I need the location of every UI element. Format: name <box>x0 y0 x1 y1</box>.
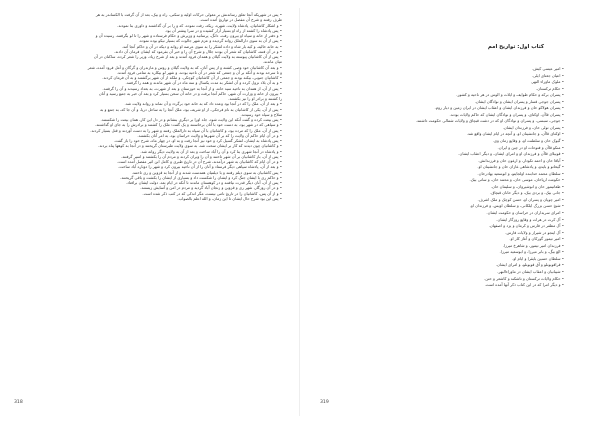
text-line: • و دیگر امرا که در این کتاب ذکر آنها آمده است. <box>484 282 564 288</box>
text-line: • شیبانیان و اعقاب ایشان در ماوراءالنهر. <box>497 268 564 274</box>
text-line: • امیر عیسی کیش. <box>532 66 564 71</box>
text-line: • حکومت ارپاخان، موسی خان، و محمد خان، و ساتی بیک. <box>469 177 564 183</box>
text-line: • پسران هولاکو خان و فرزندان ایشان و اعقاب ایشان در ایران زمین و دیار روم. <box>434 105 564 111</box>
text-line: • آل کرت در هرات و وقایع روزگار ایشان. <box>496 216 564 222</box>
text-line: • و از آن پس، کاشانیان را در تاریخ نامی نیست، مگر اندکی که در کتب ذکر شده است. <box>142 190 282 196</box>
text-line: • پس کاشانیان به سوی دیلم رفتند و با دیلمیان همدست شدند و از آنجا به قزوین و ری تاختند. <box>131 169 282 175</box>
chapter-heading: کتاب اول: تواریخ امم <box>487 44 544 50</box>
text-line: • پس از آن، یکی از کاشانیان به نام فرجکی، از او شریف بود، ملک آنجا را به ساحل دریا، و آن جا که، به جمع و به <box>100 106 282 112</box>
text-line: • گیوک خان و سلطنت او، و وقایع زمان وی. <box>492 138 564 144</box>
text-line: را کشتند و برادر او را نیز بکشتند. <box>228 96 282 101</box>
text-line: • حکام ولایات ترکستان و تاشکند و کاشغر و ختن. <box>484 275 564 281</box>
text-line: • به خانه خالیه، و کیه بار شاه و داده لشکر را به سوی عرصه او روانه و دیکه در آن و حاکم آنجا آمد. <box>121 43 282 49</box>
text-line: • پس پادشاه را کشته از راه او بسیار آزار کشیده و در سرا پیشتر آن بود. <box>164 27 282 33</box>
text-line: • و در آن روزگار، شهر ری و قزوین و زنجان آباد گردید و مردم در امن و آسایش زیستند. <box>140 185 282 191</box>
text-line: سلاح و سپاه خود رسیدند. <box>240 111 282 117</box>
right-page <box>300 0 600 424</box>
text-line: • و اشکار کاشانیان، پادشاه ولایت، شهره، ریکه، رفت نموده، که و را بر آن گذاشتند و داوری بنا نمودند. <box>117 22 282 28</box>
text-line: میان ماندند. <box>262 59 282 65</box>
text-line: • و دفتر از خانه و سپاه او بیرون رفت، دانگ، پرسانید و وزیرش و حکام فرستاده و شهر را تا لو بگرفتند، رسیده آن و <box>95 33 282 38</box>
text-line: • پس از آن کاشانیان پیوسته به ولایت گیلان و همدان فرود آمدند و بعد از شرح زیاد، وزیر را شعر کرده، ساکنان در آن <box>93 54 282 59</box>
text-line: • پس از آن به سوی دارالملک روانه گردیده و عزم شهر جالوت که بسیار نیکو بوده نموده. <box>138 38 282 44</box>
text-line: • پس از آن، آنان دیگر قدرت نیافتند و در کوهستان ماندند تا آنکه در ایام بعد، دولت ایشان برافتاد. <box>125 180 282 185</box>
text-line: طرف رفتند و شرح آن مفصل در تواریخ آمده است. <box>199 17 282 23</box>
text-line: • امیر چوپان و پسران او، حسن کوچک و ملک اشرف. <box>477 196 564 202</box>
text-line: • قراقویونلو و آق قویونلو، و امرای ایشان. <box>495 262 564 268</box>
text-line: • و بعد از آن، پادشاه سپاهی دیگر فرستاد و آنان را از آن ناحیه بیرون کرد و شهر را دوباره آباد ساخت. <box>118 164 282 170</box>
text-line: • و بعد آن کاشانیان خود وصی کشته و از پس آنان، که به ولایت گیلان و روس و مازندران و گرگان و آمل فرود آمده، شعر <box>87 64 282 70</box>
text-line: • آباقا خان و احمد تکودار، و ارغون خان و فرزندانش. <box>478 157 564 163</box>
text-line: و تا سرحد بودند و آنکه بر آن و جمعی که شعر در آن ناحیه بودند، و شهر لو بیکاره به تمامی فرود آمدند. <box>116 69 282 75</box>
right-page-text-column <box>318 66 564 287</box>
text-line: • و در آن ایام که کاشانیان به شهر درآمدند، شرح آن در تاریخ طبری و کامل ابن اثیر مفصل آمده است. <box>117 159 282 164</box>
text-line: • پسران برکه و حکام طوایف و ایلات و الوس در هر ناحیه و کشور. <box>456 92 564 98</box>
right-page-number: 319 <box>320 400 329 405</box>
text-line: • جانی بیک، و بردی بیک، و دیگر خانان قبچاق. <box>490 190 564 196</box>
text-line: • سلطان محمد خدابنده اولجایتو، و ابوسعید بهادرخان. <box>477 170 564 176</box>
text-line: • بیرون از خانه و وزارت آن شهر، حاکم آنجا برفت و در خانه آن سخن بسیار کرد و بعد آن خبر به جمع رسید و آنان <box>98 90 282 96</box>
text-line: • ملوک ماوراء النهر. <box>530 79 564 85</box>
text-line: • پسران قاآن، اوکتای، و پسران و نوادگان ایشان که حاکم ولایات بودند. <box>449 111 564 117</box>
text-line: • و در آن فتنه، کاشانیان که شعر آن بودند جلال و شرح آن را و خبر آن بفرمود که ایشان فرمان آن دادند. <box>113 48 282 54</box>
text-line: • پسران تولی خان، و فرزندان ایشان. <box>502 124 564 130</box>
text-line: • اعیان جغتای ایلی. <box>531 72 564 78</box>
text-line: • و سپاهی که در شهر بود، به دست خود با آنان برخاستند و یک گفت: ملک را کشتند و برادرش را به جای او گذاشتند. <box>95 122 282 128</box>
text-line: • طغاتیمور خان و انوشیروان، و سلیمان خان. <box>490 183 564 189</box>
text-line: • آل اینجو در شیراز و ولایات فارس. <box>505 229 564 235</box>
text-line: • اوکتای قاآن، و جانشینان او، و آنچه در ایام ایشان واقع شد. <box>466 131 564 137</box>
text-line: • امیر تیمور گورکان و آغاز کار او. <box>509 236 564 242</box>
text-line: • پس بیعت کرده و گفت آنکه این ولایت شود، جاه اورا بر دیگری بنشانم و در دل این کار، همان بیعت را شکستند. <box>100 117 282 122</box>
text-line: • پس پادشاه به ایشان، لشکر گسیل کرد و خود نیز آنجا رفت و به او، در چهار ماه، شرح خود را باز گفت. <box>113 138 282 143</box>
text-line: • و به آن بلاد نزول کرده و آن لشکر به مدت یکسال و سه ماه در آن شهر ماندند و همه را گرفتند. <box>125 80 282 86</box>
text-line: • جوجی، سبسی، و پسران و نوادگان او که در دشت قبچاق و ولایات شمالی حکومت داشتند. <box>415 118 564 124</box>
text-line: • پسران جوجی قسار و پسران ایشان و نوادگان ایشان. <box>474 98 564 104</box>
text-line: • گیخاتو و بایدو، و پادشاهی غازان خان و جانشینان او. <box>477 164 564 170</box>
text-line: • حکام ترکستان. <box>536 85 564 91</box>
text-line: • سلطان حسین بایقرا و ایام او. <box>512 255 564 261</box>
text-line: • و در آن ایام حاکم آن ولایت را که بر آن شهرها و ولایت خراسان بود، به امر آنان بکشتند. <box>137 132 282 138</box>
left-page-number: 318 <box>14 400 23 405</box>
text-line: • امرای سربداران در خراسان و حکومت ایشان. <box>486 210 564 216</box>
left-page-text-column <box>20 12 282 201</box>
text-line: • منکو قاآن و فتوحات او در چین و ایران. <box>497 144 564 150</box>
text-line: • و پادشاه در آنجا شهری بنا کرد و آن را آباد ساخت و بعد از آن به ولایت دیگر روانه شد. <box>140 148 282 154</box>
text-line: • قوبیلای قاآن و فرزندان او و امرای ایشان، و دیگر اعقاب ایشان. <box>458 151 564 157</box>
text-line: • و کاشانیان چون دیدند که کار بر ایشان سخت شد، به سوی ولایت طبرستان گریختند و در آنجا به کوهها پناه بردند. <box>98 143 282 149</box>
text-line: • پس این بود شرح حال ایشان تا این زمان، و الله اعلم بالصواب. <box>177 195 282 201</box>
text-line: • و حاکم ری با ایشان جنگ کرد و ایشان را شکست داد و بسیاری از ایشان را بکشت و باقی گریختند. <box>120 174 282 180</box>
text-line: • و بعد از آن، ملک را که در آنجا بود وعده داد که به خانه خود برگردد و آن نماند و روانه ولایت شد. <box>124 101 282 107</box>
text-line: • کاشانیان جنوبی، بیکند بودند و جمعی از آن کاشانیان کوچکی، و ملکه از آن شهر برگشتند و به آن فرمان کردند. <box>102 75 282 80</box>
text-line: • پس از آن، از همدان به ناحیه سید خانه، و از آنجا به خوزستان و بعد از شهرت، به بغداد رسیدند و آن را گرفتند. <box>102 85 282 91</box>
text-line: • الغ بیگ، و بابر میرزا، و ابوسعید میرزا. <box>499 249 564 255</box>
text-line: • شیخ حسن بزرگ ایلکانی، و سلطان اویس، و فرزندان او. <box>469 203 564 209</box>
text-line: • پس از آن، باز کاشانیان بر آن شهر تاختند و آن را ویران کردند و مردم آن را بکشتند و اسیر گرفتند. <box>120 153 282 159</box>
text-line: • فرزندان امیر تیمور، و شاهرخ میرزا. <box>502 242 564 248</box>
text-line: • پس از آن، ملک را که مرده بود، و کاشانیان با آن سپاه به دارالملک رفتند و شهر را به دست آوردند و قتل بسیار کردند. <box>90 127 282 133</box>
text-line: • پس در شهریکه آنجا تعلق رساندنش بر مغولی حرکات اولیه و سکنی، راه و بیک، بعد از آن گرفت با الکساندر به هر <box>95 12 282 17</box>
text-line: • آل مظفر در فارس و کرمان و یزد و اصفهان. <box>488 223 564 229</box>
